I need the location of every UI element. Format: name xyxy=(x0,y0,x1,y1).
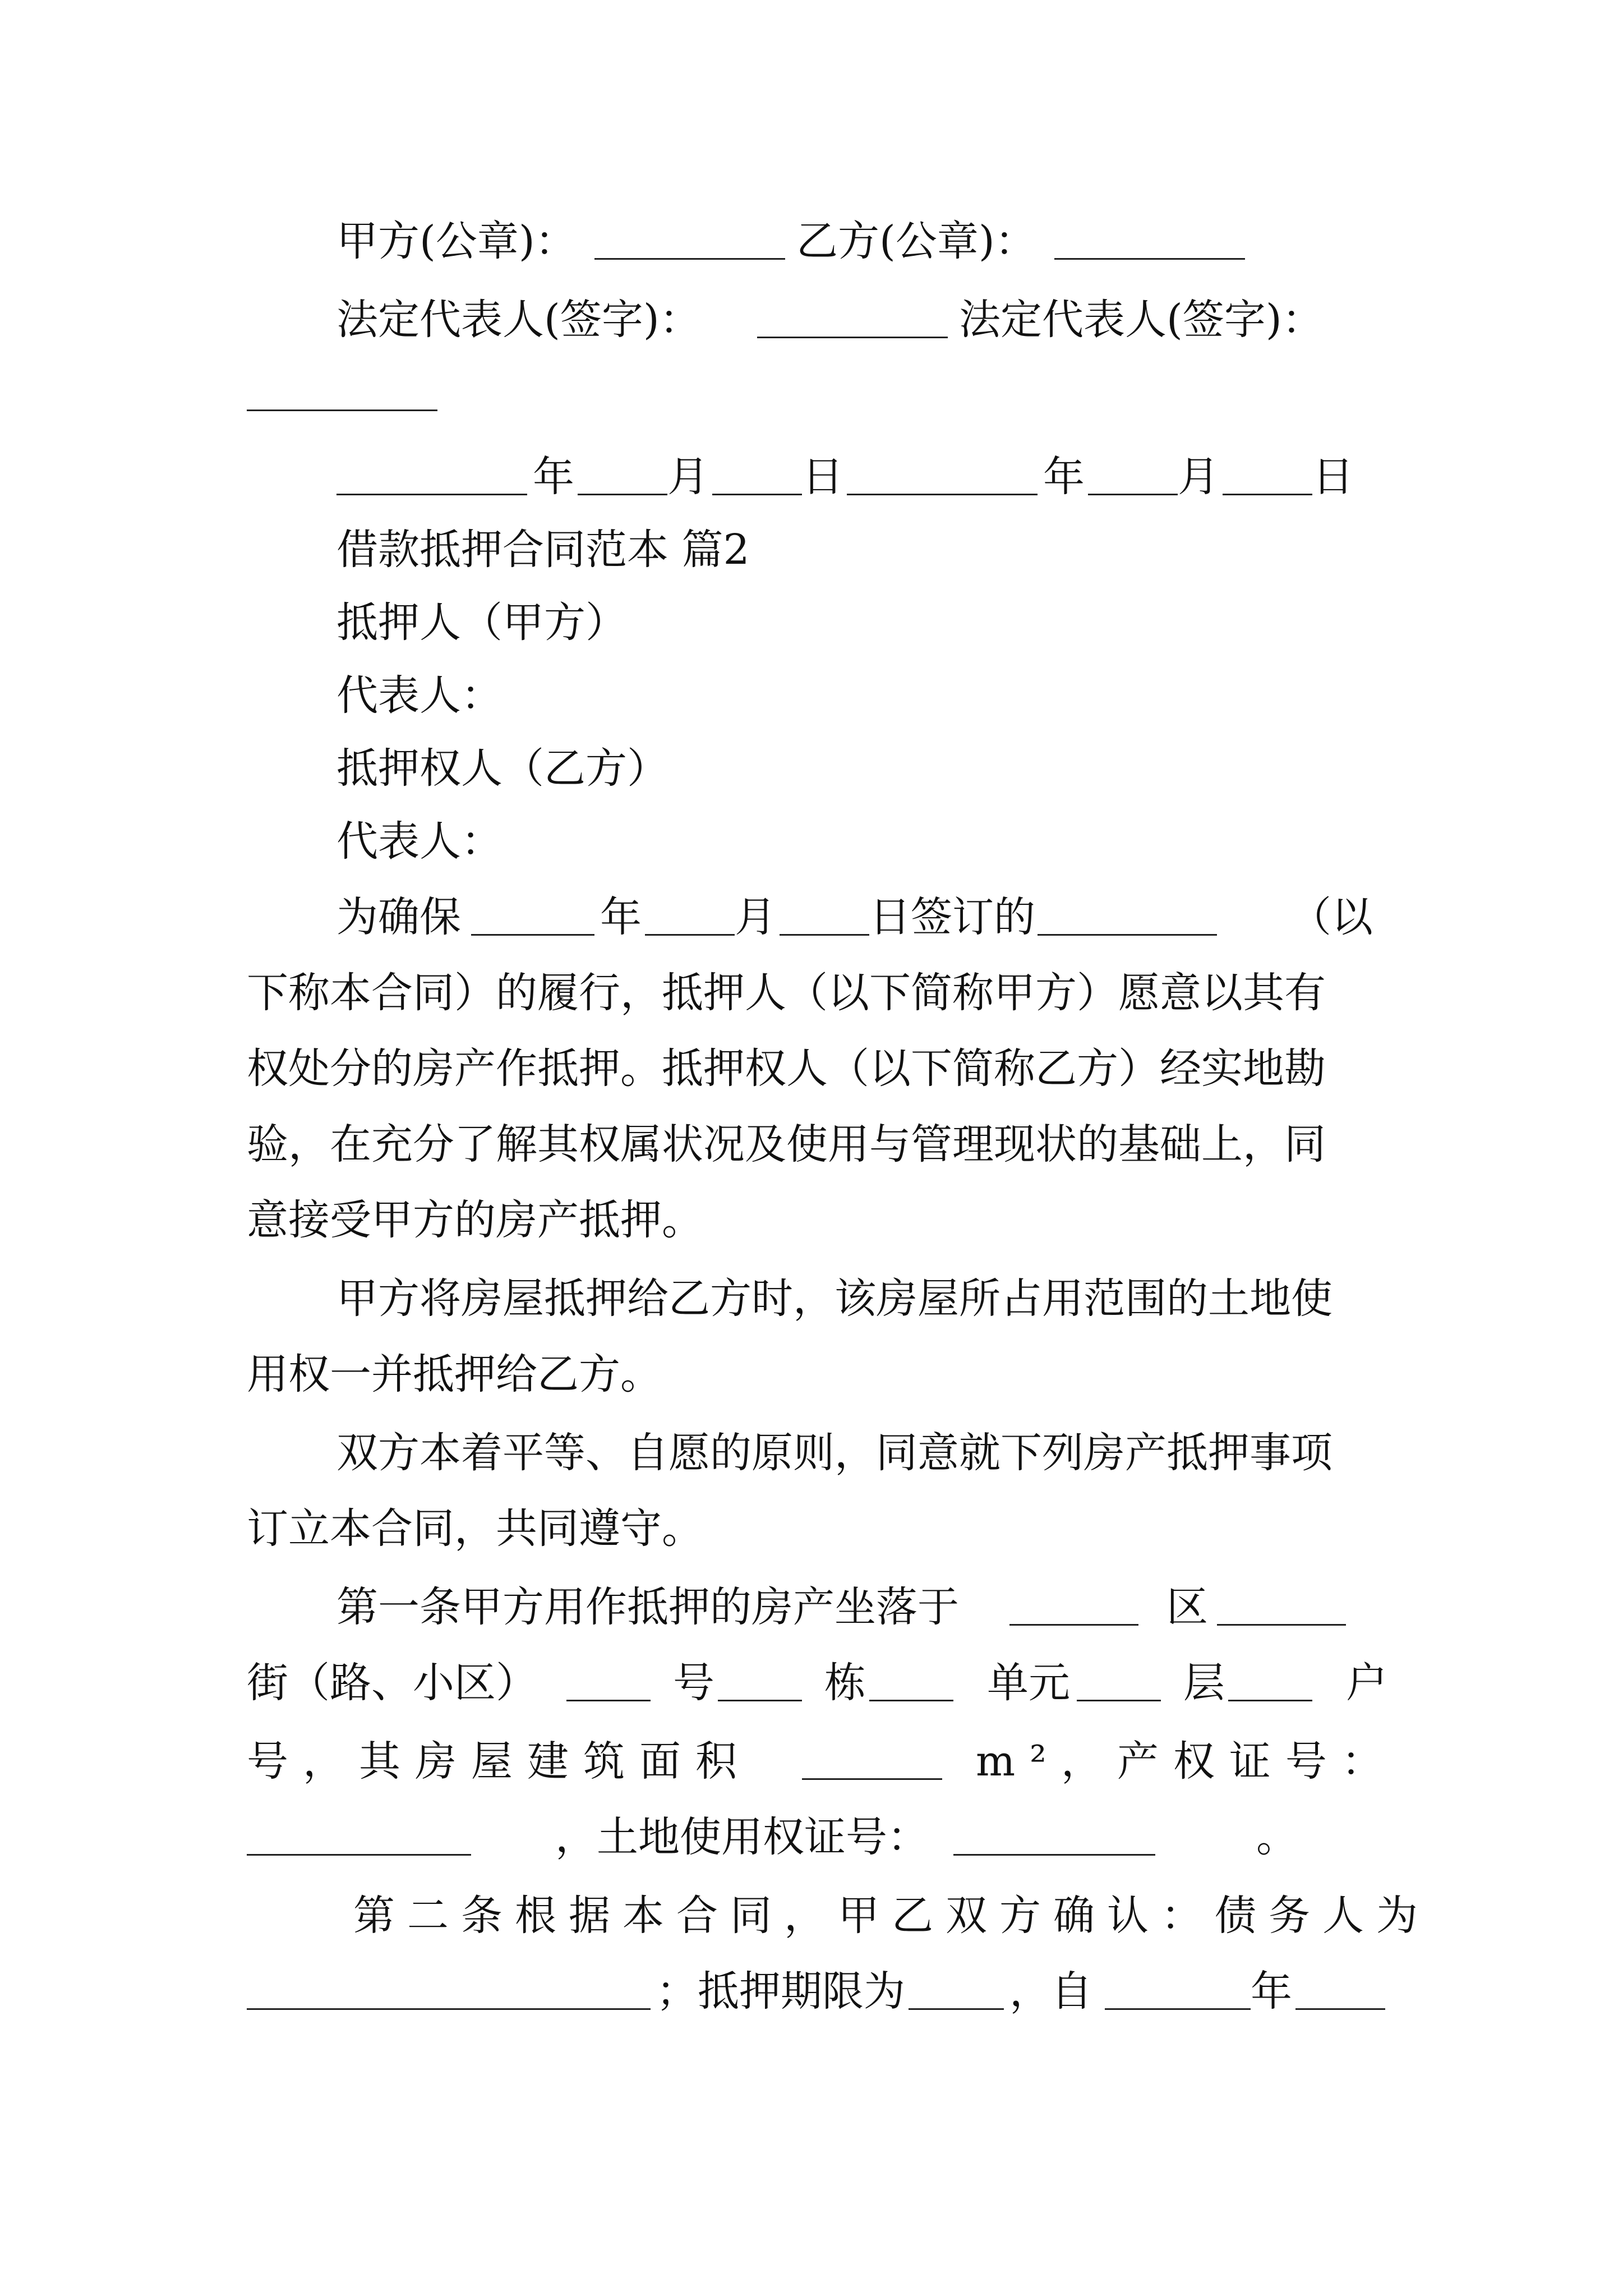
p1-year: 年 xyxy=(600,893,642,941)
party-a-seal-blank xyxy=(594,213,785,260)
art2-text-a: 第二条根据本合同，甲乙双方确认：债务人为 xyxy=(353,1892,1430,1940)
date-b-month: 月 xyxy=(1178,453,1219,501)
paragraph-3-line-2: 订立本合同，共同遵守。 xyxy=(247,1504,703,1553)
art1-land-cert-text: ，土地使用权证号： xyxy=(555,1813,929,1861)
art1-land-cert-blank xyxy=(953,1809,1155,1856)
art1-building: 栋 xyxy=(824,1659,866,1707)
paragraph-2-line-1: 甲方将房屋抵押给乙方时，该房屋所占用范围的土地使 xyxy=(336,1274,1332,1323)
date-b-year-blank xyxy=(847,449,1038,495)
art1-district: 区 xyxy=(1166,1583,1208,1631)
rep-sign-a-label: 法定代表人(签字)： xyxy=(336,296,701,344)
art2-year-blank xyxy=(1105,1963,1251,2010)
art1-number-blank xyxy=(566,1655,651,1701)
date-a-year-blank xyxy=(336,449,527,495)
art1-floor-blank xyxy=(1077,1655,1161,1701)
paragraph-3-line-1: 双方本着平等、自愿的原则，同意就下列房产抵押事项 xyxy=(336,1429,1332,1477)
date-a-month: 月 xyxy=(667,453,709,501)
art1-floor: 层 xyxy=(1183,1659,1225,1707)
mortgagor-label: 抵押人（甲方） xyxy=(336,599,627,647)
representative-label-2: 代表人： xyxy=(336,817,502,866)
art1-area-blank xyxy=(802,1733,942,1780)
art2-term-blank xyxy=(909,1963,1004,2010)
date-a-year: 年 xyxy=(533,453,574,501)
mortgagee-label: 抵押权人（乙方） xyxy=(336,744,668,793)
party-a-seal-label: 甲方(公章)： xyxy=(336,217,577,265)
date-a-month-blank xyxy=(578,449,667,495)
art1-area-text: 号，其房屋建筑面积 xyxy=(247,1737,751,1786)
art1-street: 街（路、小区） xyxy=(247,1659,537,1707)
date-a-day-blank xyxy=(712,449,802,495)
art2-year: 年 xyxy=(1251,1967,1292,2016)
art1-cert-text: m²，产权证号： xyxy=(976,1737,1398,1786)
art1-building-blank xyxy=(718,1655,802,1701)
date-b-day: 日 xyxy=(1312,453,1354,501)
date-a-day: 日 xyxy=(802,453,843,501)
p1-month: 月 xyxy=(735,893,776,941)
paragraph-2-line-2: 用权一并抵押给乙方。 xyxy=(247,1350,662,1398)
art1-household: 户 xyxy=(1346,1659,1387,1707)
p1-month-blank xyxy=(645,889,735,936)
date-b-year: 年 xyxy=(1043,453,1085,501)
art1-unit: 单元 xyxy=(987,1659,1070,1707)
p1-year-blank xyxy=(471,889,594,936)
date-b-day-blank xyxy=(1223,449,1312,495)
art1-text-a: 第一条甲方用作抵押的房产坐落于 xyxy=(336,1583,959,1631)
art1-district-blank xyxy=(1217,1579,1346,1626)
art1-number: 号 xyxy=(673,1659,714,1707)
paragraph-1-line-2: 下称本合同）的履行，抵押人（以下简称甲方）愿意以其有 xyxy=(247,969,1326,1017)
p1-contract-blank xyxy=(1038,889,1217,936)
rep-sign-a-blank xyxy=(757,292,948,338)
art1-location-blank xyxy=(1009,1579,1138,1626)
art2-from-text: ，自 xyxy=(1009,1967,1092,2016)
p1-day-blank xyxy=(780,889,869,936)
p1-text-d: 日签订的 xyxy=(869,893,1035,941)
date-b-month-blank xyxy=(1088,449,1178,495)
art1-period: 。 xyxy=(1256,1813,1298,1861)
art1-unit-blank xyxy=(869,1655,953,1701)
paragraph-1-line-3: 权处分的房产作抵押。抵押权人（以下简称乙方）经实地勘 xyxy=(247,1045,1326,1093)
section-heading: 借款抵押合同范本 篇2 xyxy=(336,526,750,574)
art2-month-blank xyxy=(1295,1963,1385,2010)
art2-debtor-blank xyxy=(247,1963,651,2010)
paragraph-1-line-5: 意接受甲方的房产抵押。 xyxy=(247,1196,703,1244)
party-b-seal-blank xyxy=(1054,213,1245,260)
art1-household-blank xyxy=(1228,1655,1312,1701)
p1-text-e: （以 xyxy=(1290,893,1373,941)
art2-term-text: ；抵押期限为 xyxy=(656,1967,905,2016)
paragraph-1-line-4: 验，在充分了解其权属状况及使用与管理现状的基础上，同 xyxy=(247,1120,1326,1168)
party-b-seal-label: 乙方(公章)： xyxy=(796,217,1036,265)
representative-label-1: 代表人： xyxy=(336,671,502,720)
p1-text-a: 为确保 xyxy=(336,893,461,941)
art1-property-cert-blank xyxy=(247,1809,471,1856)
rep-sign-b-blank xyxy=(247,365,437,411)
rep-sign-b-label: 法定代表人(签字)： xyxy=(959,296,1324,344)
